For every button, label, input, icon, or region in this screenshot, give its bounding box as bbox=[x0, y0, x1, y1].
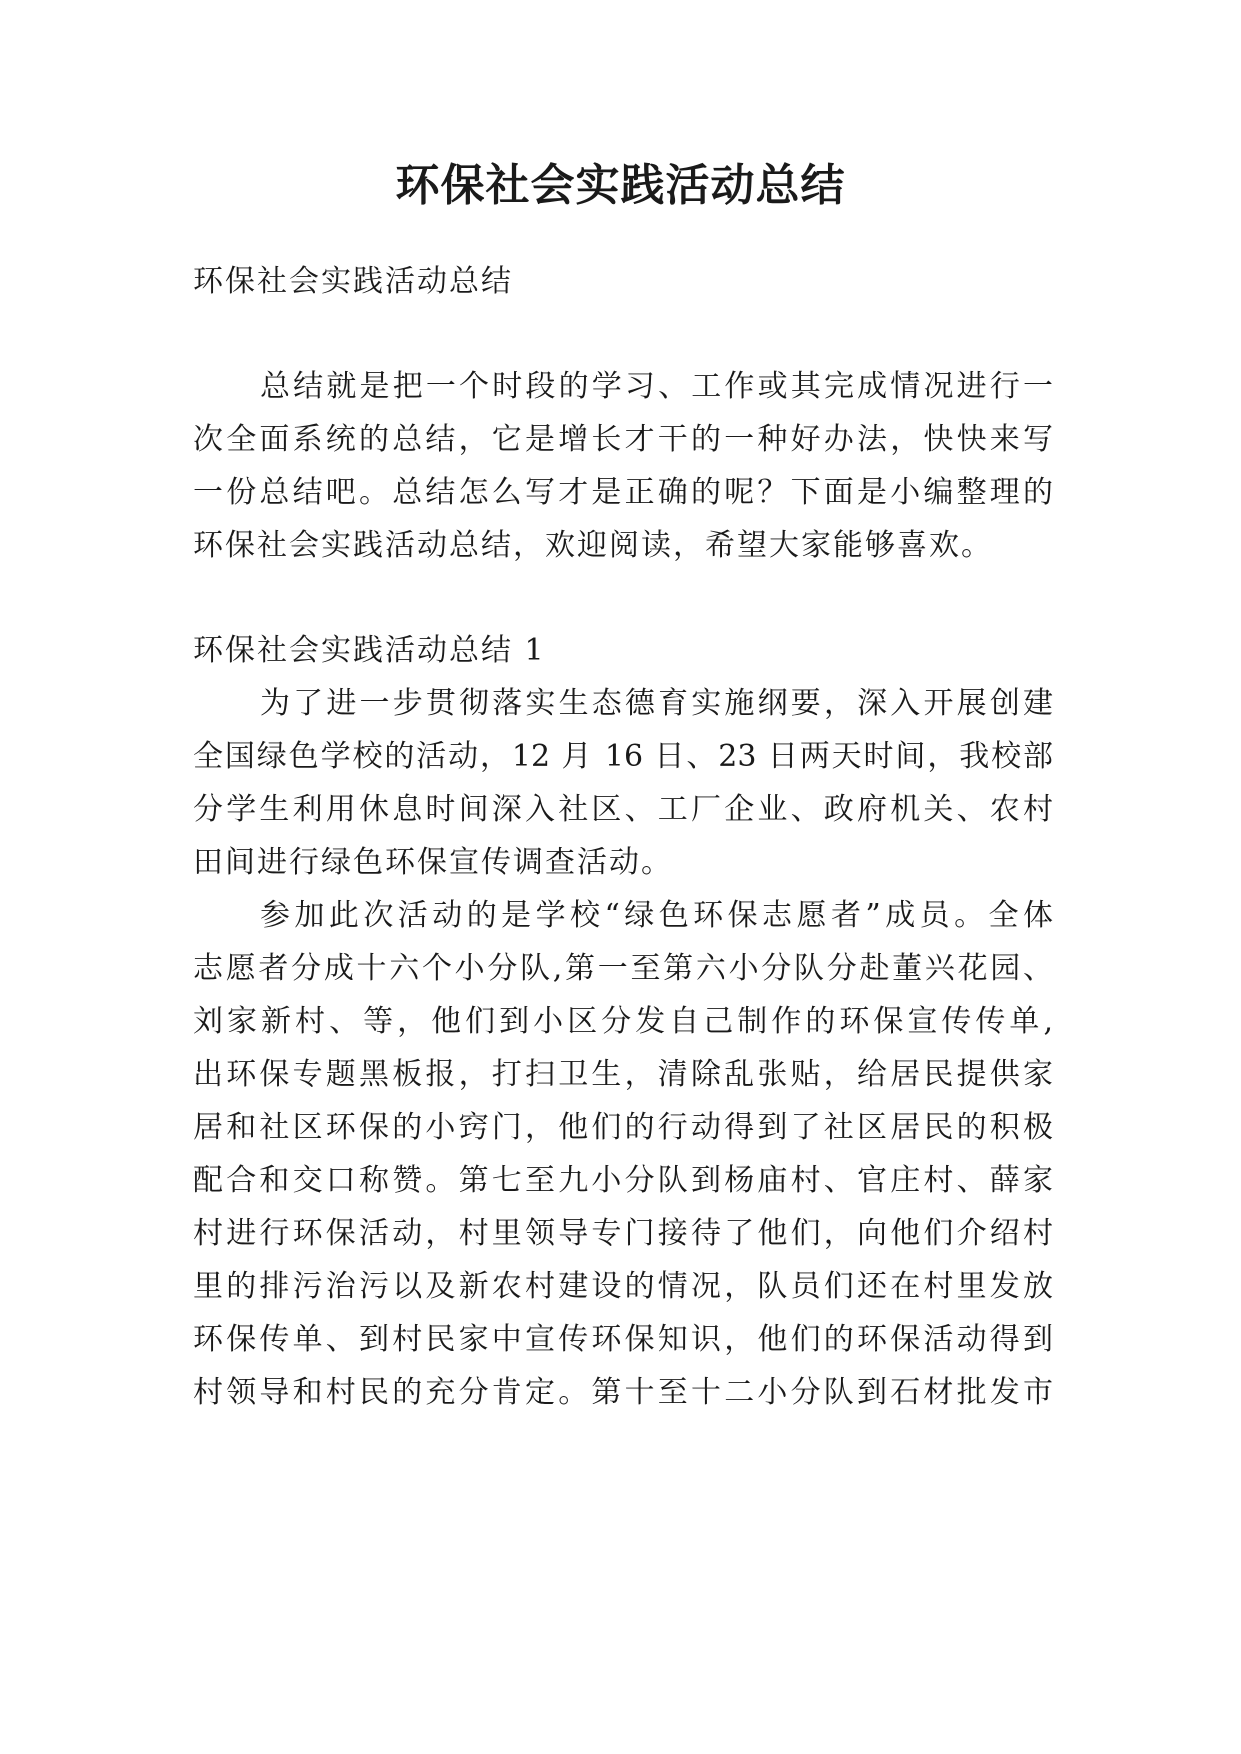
intro-line: 总结就是把一个时段的学习、工作或其完成情况进行一 bbox=[260, 369, 1053, 404]
paragraph-line: 参加此次活动的是学校“绿色环保志愿者”成员。全体 bbox=[260, 898, 1053, 933]
paragraph-line: 出环保专题黑板报，打扫卫生，清除乱张贴，给居民提供家 bbox=[193, 1057, 1053, 1092]
paragraph-line: 分学生利用休息时间深入社区、工厂企业、政府机关、农村 bbox=[193, 792, 1053, 827]
paragraph-line: 居和社区环保的小窍门，他们的行动得到了社区居民的积极 bbox=[193, 1110, 1053, 1145]
paragraph-line: 村领导和村民的充分肯定。第十至十二小分队到石材批发市 bbox=[193, 1375, 1053, 1410]
paragraph-line: 刘家新村、等，他们到小区分发自己制作的环保宣传传单, bbox=[193, 1004, 1053, 1039]
paragraph-line: 为了进一步贯彻落实生态德育实施纲要，深入开展创建 bbox=[260, 686, 1053, 721]
paragraph-line: 配合和交口称赞。第七至九小分队到杨庙村、官庄村、薛家 bbox=[193, 1163, 1053, 1198]
document-subtitle: 环保社会实践活动总结 bbox=[193, 264, 513, 299]
paragraph-line: 志愿者分成十六个小分队,第一至第六小分队分赴董兴花园、 bbox=[193, 951, 1053, 986]
paragraph-line: 里的排污治污以及新农村建设的情况，队员们还在村里发放 bbox=[193, 1269, 1053, 1304]
section-heading: 环保社会实践活动总结 1 bbox=[193, 633, 546, 668]
paragraph-line: 田间进行绿色环保宣传调查活动。 bbox=[193, 845, 673, 880]
paragraph-line: 村进行环保活动，村里领导专门接待了他们，向他们介绍村 bbox=[193, 1216, 1053, 1251]
paragraph-line: 环保传单、到村民家中宣传环保知识，他们的环保活动得到 bbox=[193, 1322, 1053, 1357]
document-title: 环保社会实践活动总结 bbox=[395, 160, 846, 211]
intro-line: 环保社会实践活动总结，欢迎阅读，希望大家能够喜欢。 bbox=[193, 528, 993, 563]
intro-line: 一份总结吧。总结怎么写才是正确的呢？下面是小编整理的 bbox=[193, 475, 1053, 510]
paragraph-line: 全国绿色学校的活动，12 月 16 日、23 日两天时间，我校部 bbox=[193, 739, 1053, 774]
intro-line: 次全面系统的总结，它是增长才干的一种好办法，快快来写 bbox=[193, 422, 1053, 457]
